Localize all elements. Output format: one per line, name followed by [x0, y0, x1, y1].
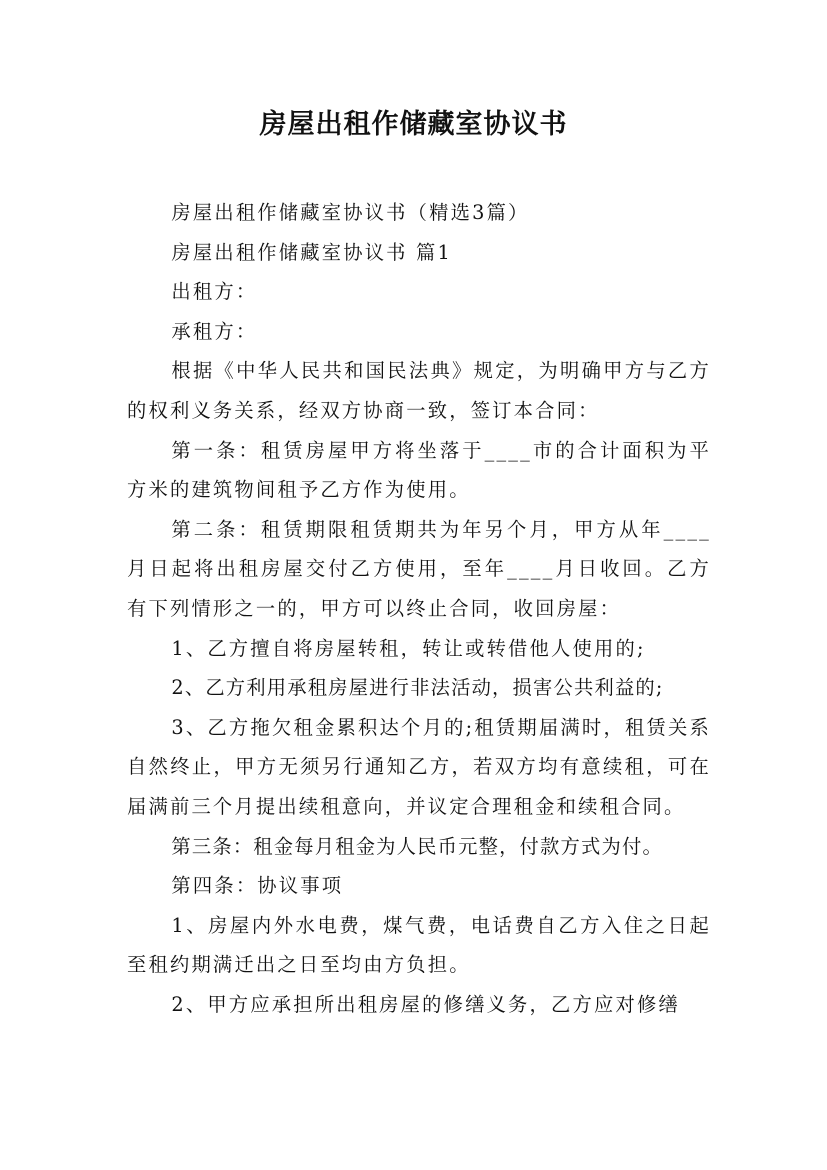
paragraph-article-3: 第三条：租金每月租金为人民币元整，付款方式为付。: [171, 834, 663, 858]
paragraph-section-heading: 房屋出租作储藏室协议书 篇1: [171, 240, 452, 264]
paragraph-clause-1: 1、乙方擅自将房屋转租，转让或转借他人使用的;: [171, 636, 646, 660]
paragraph-article-2: 第二条：租赁期限租赁期共为年另个月，甲方从年____月日起将出租房屋交付乙方使用，至年____月日收回。乙方有下列情形之一的，甲方可以终止合同，收回房屋：: [127, 517, 711, 620]
paragraph-lessor: 出租方：: [171, 280, 258, 304]
document-title: 房屋出租作储藏室协议书: [259, 109, 568, 140]
paragraph-article-4: 第四条：协议事项: [171, 874, 344, 898]
paragraph-clause-3: 3、乙方拖欠租金累积达个月的;租赁期届满时，租赁关系自然终止，甲方无须另行通知乙方，若双方均有意续租，可在届满前三个月提出续租意向，并议定合理租金和续租合同。: [127, 715, 711, 818]
paragraph-subtitle: 房屋出租作储藏室协议书（精选3篇）: [171, 201, 530, 224]
paragraph-item-2: 2、甲方应承担所出租房屋的修缮义务，乙方应对修缮: [171, 992, 680, 1016]
paragraph-item-1: 1、房屋内外水电费，煤气费，电话费自乙方入住之日起至租约期满迁出之日至均由方负担。: [127, 913, 711, 977]
paragraph-article-1: 第一条：租赁房屋甲方将坐落于____市的合计面积为平方米的建筑物间租予乙方作为使用。: [127, 438, 711, 502]
paragraph-preamble: 根据《中华人民共和国民法典》规定，为明确甲方与乙方的权利义务关系，经双方协商一致，签订本合同：: [127, 359, 711, 422]
document-body: [127, 193, 711, 1024]
paragraph-clause-2: 2、乙方利用承租房屋进行非法活动，损害公共利益的;: [171, 676, 664, 700]
paragraph-lessee: 承租方：: [171, 319, 258, 343]
